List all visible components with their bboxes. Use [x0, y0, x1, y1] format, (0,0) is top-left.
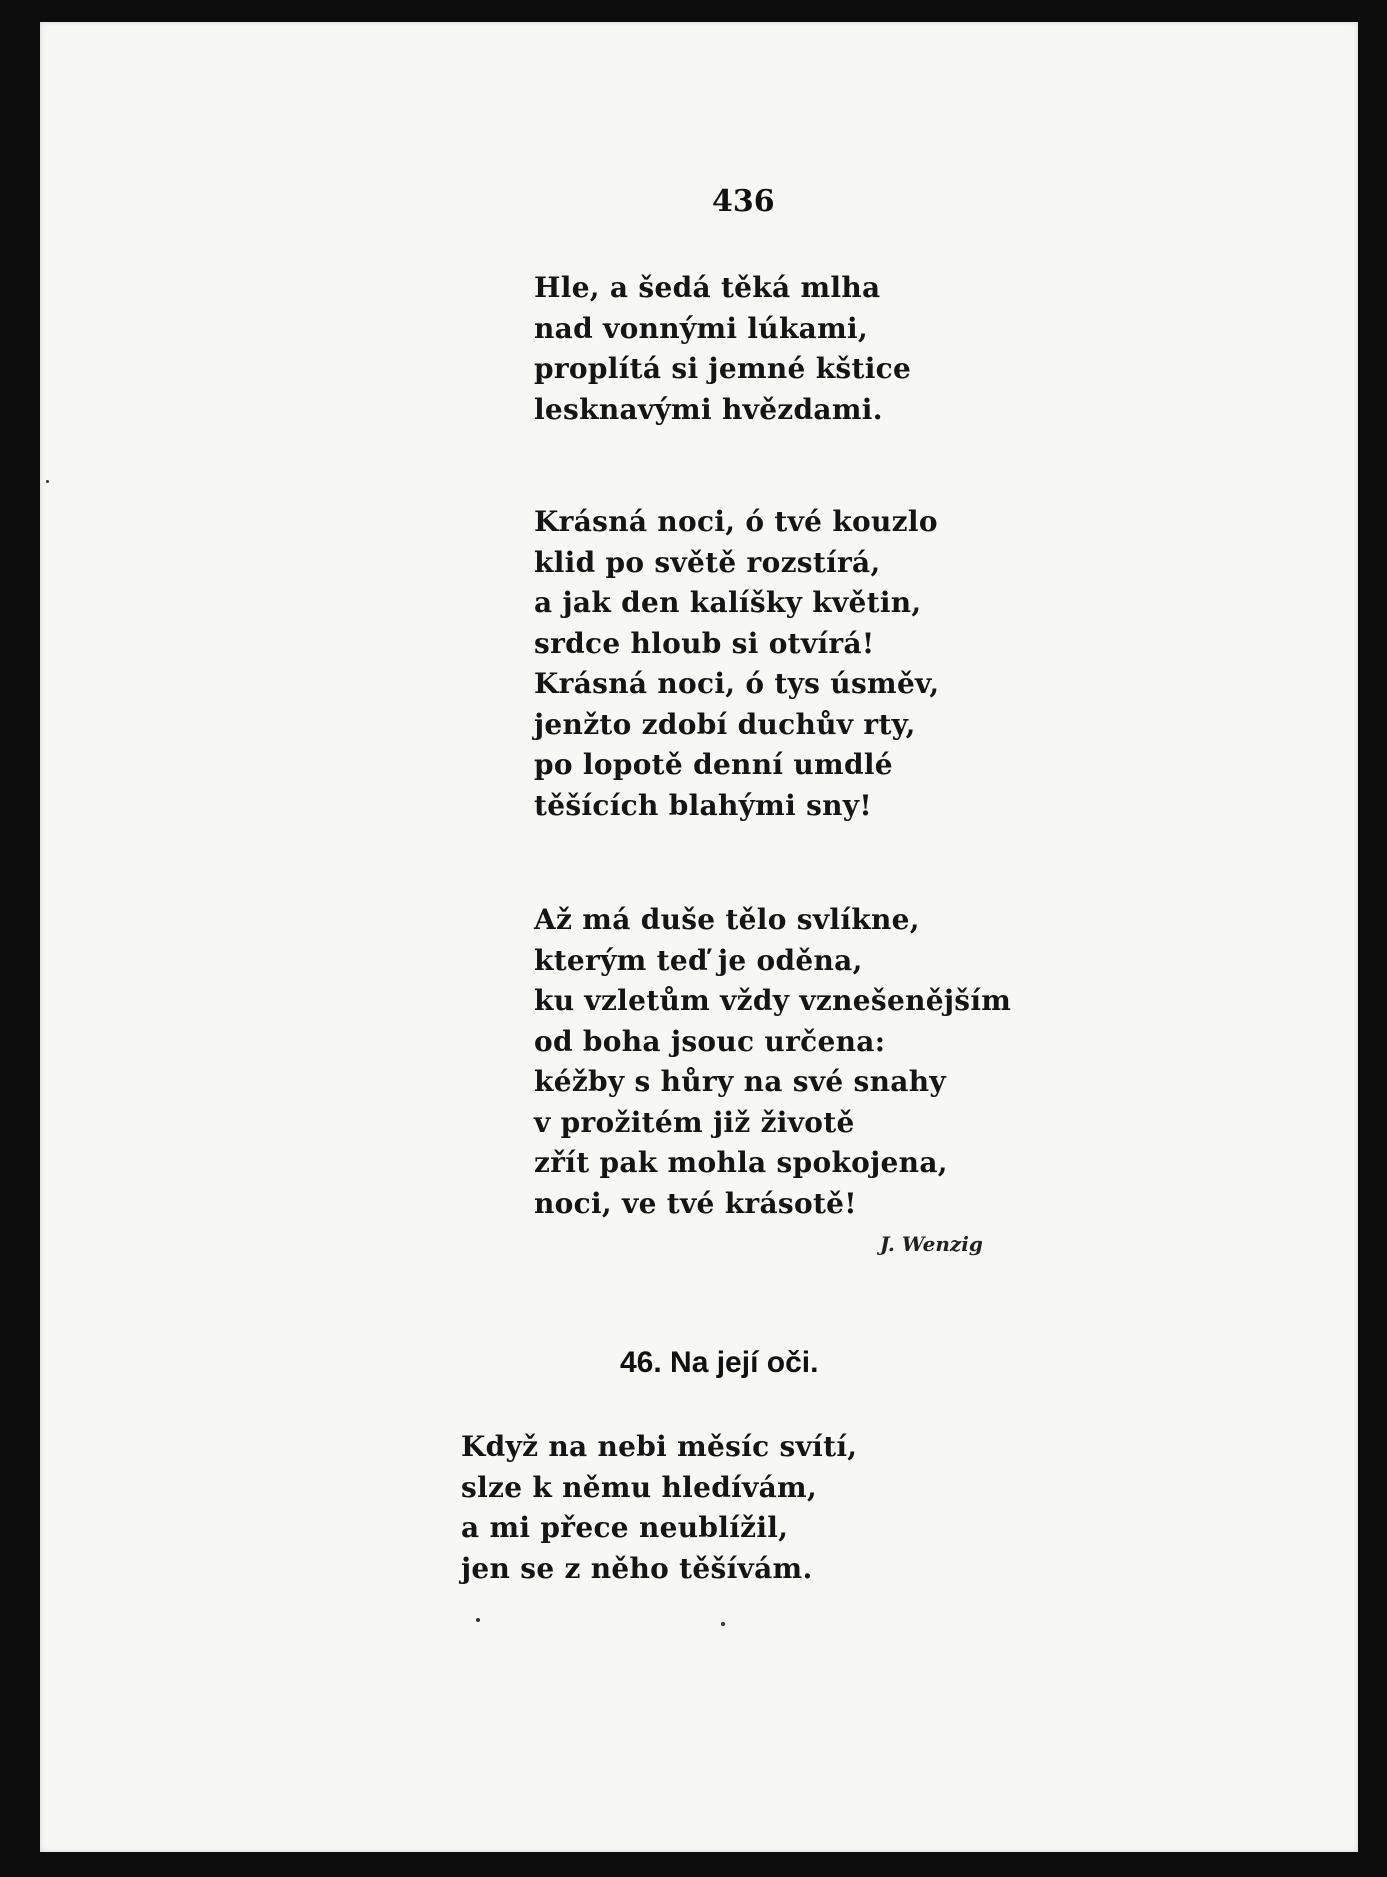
- poem-line: noci, ve tvé krásotě!: [534, 1186, 857, 1220]
- print-speck: [721, 1622, 725, 1626]
- poem2-stanza: [461, 1427, 857, 1589]
- author-signature: J. Wenzig: [880, 1232, 983, 1256]
- poem-line: jenžto zdobí duchův rty,: [534, 707, 916, 741]
- poem-line: Když na nebi měsíc svítí,: [461, 1430, 858, 1463]
- print-speck: [46, 480, 49, 483]
- poem-line: od boha jsouc určena:: [534, 1024, 886, 1058]
- poem-line: Krásná noci, ó tys úsměv,: [534, 667, 940, 700]
- page-number: 436: [712, 184, 775, 219]
- poem-line: lesknavými hvězdami.: [534, 392, 883, 426]
- stanza-1: [534, 268, 911, 430]
- poem-line: a mi přece neublížil,: [461, 1511, 789, 1544]
- stanza-2: [534, 502, 939, 826]
- poem-line: Krásná noci, ó tvé kouzlo: [534, 505, 938, 538]
- poem-line: po lopotě denní umdlé: [534, 748, 893, 781]
- stanza-3: [534, 900, 1011, 1224]
- poem-line: slze k němu hledívám,: [461, 1470, 818, 1504]
- poem-line: nad vonnými lúkami,: [534, 311, 869, 345]
- poem-title: 46. Na její oči.: [620, 1346, 819, 1379]
- poem-line: klid po světě rozstírá,: [534, 545, 881, 579]
- poem-line: zřít pak mohla spokojena,: [534, 1146, 948, 1179]
- poem-line: srdce hloub si otvírá!: [534, 626, 875, 660]
- poem-line: Až má duše tělo svlíkne,: [534, 903, 920, 936]
- poem-line: kterým teď je oděna,: [534, 943, 863, 977]
- poem-line: v prožitém již životě: [534, 1105, 855, 1139]
- poem-line: proplítá si jemné kštice: [534, 352, 912, 385]
- print-speck: [476, 1618, 480, 1622]
- poem-line: kéžby s hůry na své snahy: [534, 1065, 946, 1098]
- poem-line: ku vzletům vždy vznešenějším: [534, 984, 1012, 1017]
- poem-line: těšících blahými sny!: [534, 788, 872, 822]
- poem-line: a jak den kalíšky květin,: [534, 586, 922, 619]
- poem-line: jen se z něho těšívám.: [461, 1551, 813, 1585]
- poem-line: Hle, a šedá těká mlha: [534, 271, 881, 304]
